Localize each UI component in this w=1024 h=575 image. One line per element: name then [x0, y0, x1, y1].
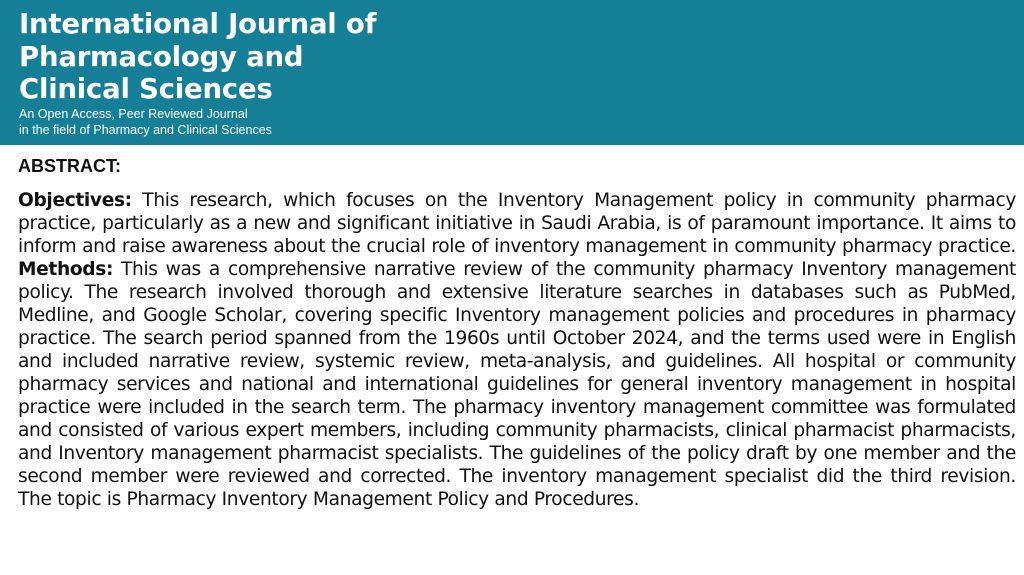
journal-title-line-2: Pharmacology and: [19, 40, 304, 73]
abstract-section: [18, 154, 1016, 511]
journal-subtitle-line-1: An Open Access, Peer Reviewed Journal: [19, 107, 248, 121]
objectives-text: This research, which focuses on the Inventory Management policy in community pharmacy practice, particularly as a new and significant initiative in Saudi Arabia, is of paramount importance. It aims to inform and raise awareness about the crucial role of inventory management in community pharmacy practice.: [18, 190, 1016, 257]
journal-title-line-1: International Journal of: [19, 8, 377, 40]
methods-label: Methods:: [18, 259, 114, 280]
journal-title-line-3: Clinical Sciences: [19, 73, 273, 105]
abstract-body: [18, 189, 1016, 511]
methods-text: This was a comprehensive narrative review of the community pharmacy Inventory management policy. The research involved thorough and extensive literature searches in databases such as PubMed, Medline, and Google Scholar, covering specific Inventory management policies and procedures in pharmacy practice. The search period spanned from the 1960s until October 2024, and the terms used were in English and included narrative review, systemic review, meta-analysis, and guidelines. All hospital or community pharmacy services and national and international guidelines for general inventory management in hospital practice were included in the search term. The pharmacy inventory management committee was formulated and consisted of various expert members, including community pharmacists, clinical pharmacist pharmacists, and Inventory management pharmacist specialists. The guidelines of the policy draft by one member and the second member were reviewed and corrected. The inventory management specialist did the third revision. The topic is Pharmacy Inventory Management Policy and Procedures.: [18, 259, 1016, 510]
objectives-label: Objectives:: [18, 190, 132, 211]
journal-subtitle: [19, 106, 272, 138]
journal-banner: [0, 0, 1024, 145]
journal-subtitle-line-2: in the field of Pharmacy and Clinical Sciences: [19, 123, 272, 137]
abstract-heading: ABSTRACT:: [18, 156, 121, 176]
journal-title: [19, 8, 579, 106]
